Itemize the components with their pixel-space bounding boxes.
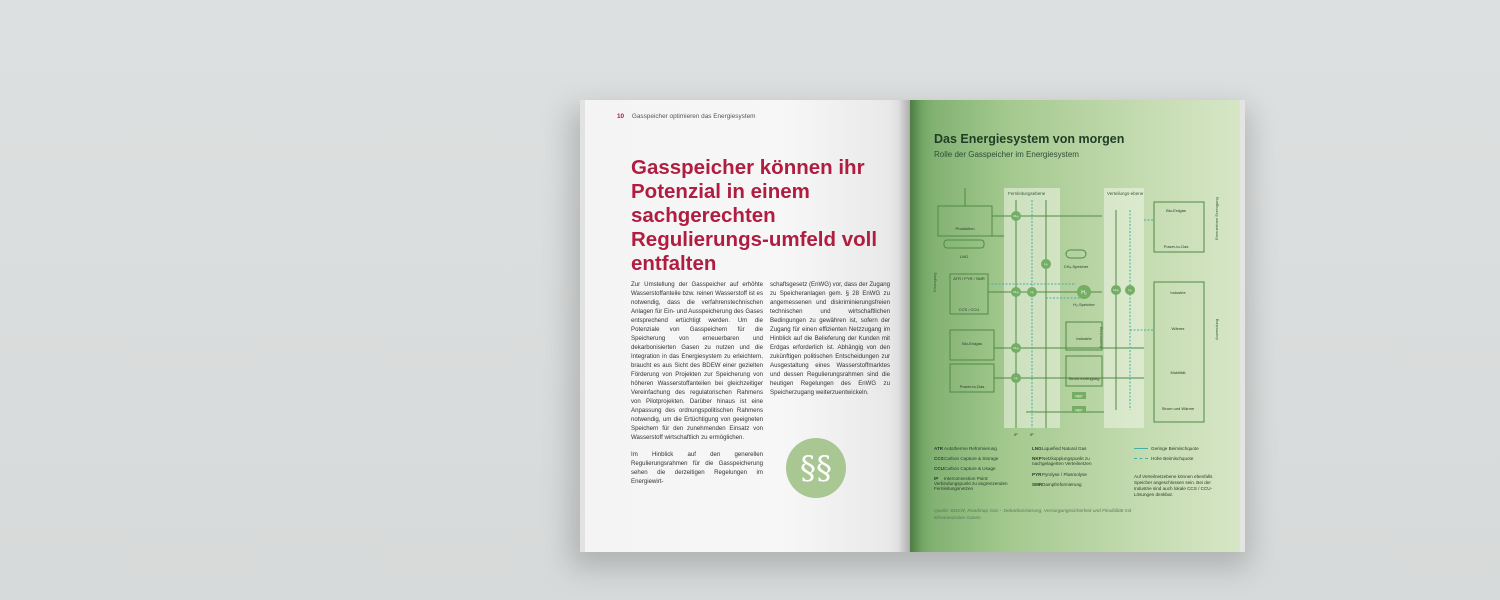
label-bio-left: Bio-Erdgas [962, 341, 982, 346]
production-box [938, 206, 992, 236]
nkp-label-2: NKP [1075, 408, 1083, 413]
source-note: Quelle: BDEW, Roadmap Gas – Dekarbonisierung, Versorgungssicherheit und Flexibilität mit klimaneutralen Gasen [934, 509, 1132, 521]
distribution-band [1104, 188, 1144, 428]
legend-line-high: Hohe Beimischquote [1134, 456, 1193, 461]
node-label-4: CH₄ [1013, 346, 1019, 350]
label-ptg-left: Power-to-Gas [959, 384, 985, 389]
legend-row-ccs: CCSCarbon Capture & Storage [934, 456, 999, 461]
h2-symbol: H₂ [1081, 290, 1087, 296]
body-paragraph-1: Zur Umstellung der Gasspeicher auf erhöhte Wasserstoffanteile bzw. reinen Wasserstoff ist es notwendig, dass die verfahrenstechnischen Anlagen für Ein- und Ausspeicherung des Gases entsprechend ertüchtigt werden. Um die Potenziale von Gasspeichern für die Speicherung von erneuerbaren und dekarbonisierten Gasen zu nutzen und die Integration in das Energiesystem zu erleichtern, braucht es aus Sicht des BDEW einer gezielten Förderung von Projekten zur Speicherung von höheren Wasserstoffanteilen bei gleichzeitiger Vereinfachung des regulatorischen Rahmens von Pilotprojekten. Darüber hinaus ist eine Anpassung des ordnungspolitischen Rahmens notwendig, um die Ertüchtigung von geeigneten Speichern für den zunehmenden Einsatz von Wasserstoff wirtschaftlich zu ermöglichen. [631, 281, 763, 441]
node-label-2: CH₄ [1013, 290, 1019, 294]
label-ptg-right: Power-to-Gas [1163, 244, 1189, 249]
node-label-6: CH₄ [1113, 288, 1119, 292]
node-label-7: H₂ [1128, 288, 1132, 292]
infographic-title: Das Energiesystem von morgen [934, 132, 1125, 146]
body-column-2 [770, 280, 890, 405]
label-mobil: Mobilität [1170, 370, 1186, 375]
label-industrie-right: Industrie [1170, 290, 1186, 295]
legend-row-nkp: NKPNetzkopplungspunkt zu nachgelagerten Verteilnetzen [1032, 456, 1092, 466]
legend-note: Auf Verteilnetzebene können ebenfalls Speicher angeschlossen sein. Bei der Industrie sind auch lokale CCS / CCU-Lösungen denkbar. [1134, 474, 1213, 497]
body-paragraph-2: Im Hinblick auf den generellen Regulierungsrahmen für die Gasspeicherung sehen die derzeitigen Regelungen im Energiewirt- [631, 451, 763, 485]
application-box [1154, 282, 1204, 422]
legend-row-ip: IP Interconnection Point: Verbindungspunkt zu angrenzenden Fernleitungsnetzen [934, 476, 1008, 491]
label-strom-mid: Strom-erzeugung [1068, 376, 1100, 381]
label-ch4-storage: CH₄-Speicher [1063, 264, 1089, 269]
legend-line-low: Geringe Beimischquote [1134, 446, 1199, 451]
label-waerme: Wärme [1171, 326, 1185, 331]
legend-row-pyr: PYRPyrolyse / Plasmolyse [1032, 472, 1087, 477]
ch4-storage-icon [1066, 250, 1086, 258]
legend-row-lng: LNGLiquefied Natural Gas [1032, 446, 1087, 451]
ip-label-1: IP [1014, 433, 1018, 437]
label-bio-right: Bio-Erdgas [1166, 208, 1186, 213]
band-label-transmission: Fernleitungsebene [1008, 191, 1046, 196]
body-column-1 [631, 280, 763, 494]
node-label-5: H₂ [1014, 376, 1018, 380]
legend-row-smr: SMRDampfreformierung [1032, 482, 1082, 487]
band-label-distribution: Verteilungs-ebene [1107, 191, 1144, 196]
brochure-spread [580, 100, 1240, 552]
strom-box-mid [1066, 356, 1102, 386]
body-paragraph-3: schaftsgesetz (EnWG) vor, dass der Zugang zu Speicheranlagen gem. § 28 EnWG zu angemessenen und diskriminierungsfreien technischen und wirtschaftlichen Bedingungen zu gewähren ist, sofern der Zugang für einen effizienten Netzzugang im Hinblick auf die Belieferung der Kunden mit Erdgas erforderlich ist. Abhängig von den zukünftigen politischen Entscheidungen zur Ausgestaltung eines Wasserstoffmarktes und dessen Regulierungsrahmen sind die heutigen Regelungen des EnWG zu Speicherzugang weiterzuentwickeln. [770, 281, 890, 396]
ip-label-2: IP [1030, 433, 1034, 437]
legend-row-ccu: CCUCarbon Capture & Usage [934, 466, 996, 471]
node-label-1: CH₄ [1013, 214, 1019, 218]
infographic-subtitle: Rolle der Gasspeicher im Energiesystem [934, 150, 1079, 159]
book-gutter [898, 100, 922, 552]
label-ccs: CCS / CCU [958, 307, 980, 312]
paragraph-sign-badge: §§ [786, 438, 846, 498]
transmission-band [1004, 188, 1060, 428]
label-h2-storage: H₂-Speicher [1073, 302, 1095, 307]
headline: Gasspeicher können ihr Potenzial in einem sachgerechten Regulierungs-umfeld voll entfalten [631, 156, 878, 275]
side-label-generation: Erzeugung [932, 272, 937, 292]
label-produktion: Produktion [955, 226, 975, 231]
nkp-label-1: NKP [1075, 394, 1083, 399]
page-number: 10 [617, 113, 625, 120]
running-header [617, 113, 756, 120]
left-page [580, 100, 915, 552]
energy-system-diagram [926, 180, 1226, 442]
right-page [910, 100, 1240, 552]
side-label-application-right: Anwendung [1214, 318, 1219, 340]
label-lng: LNG [959, 254, 969, 259]
node-label-8: H₂ [1044, 262, 1048, 266]
side-label-application-mid: Anwendung [1098, 326, 1103, 348]
legend-row-atr: ATRAutotherme Reformierung [934, 446, 997, 451]
node-label-3: H₂ [1030, 290, 1034, 294]
label-strom-waerme: Strom und Wärme [1161, 406, 1195, 411]
label-industrie-mid: Industrie [1076, 336, 1092, 341]
running-head-text: Gasspeicher optimieren das Energiesystem [631, 113, 756, 120]
side-label-renewable: Erneuerbare Erzeugung [1214, 197, 1219, 240]
label-atr: ATR / PYR / SMR [953, 276, 985, 281]
lng-ship-icon [944, 240, 984, 248]
